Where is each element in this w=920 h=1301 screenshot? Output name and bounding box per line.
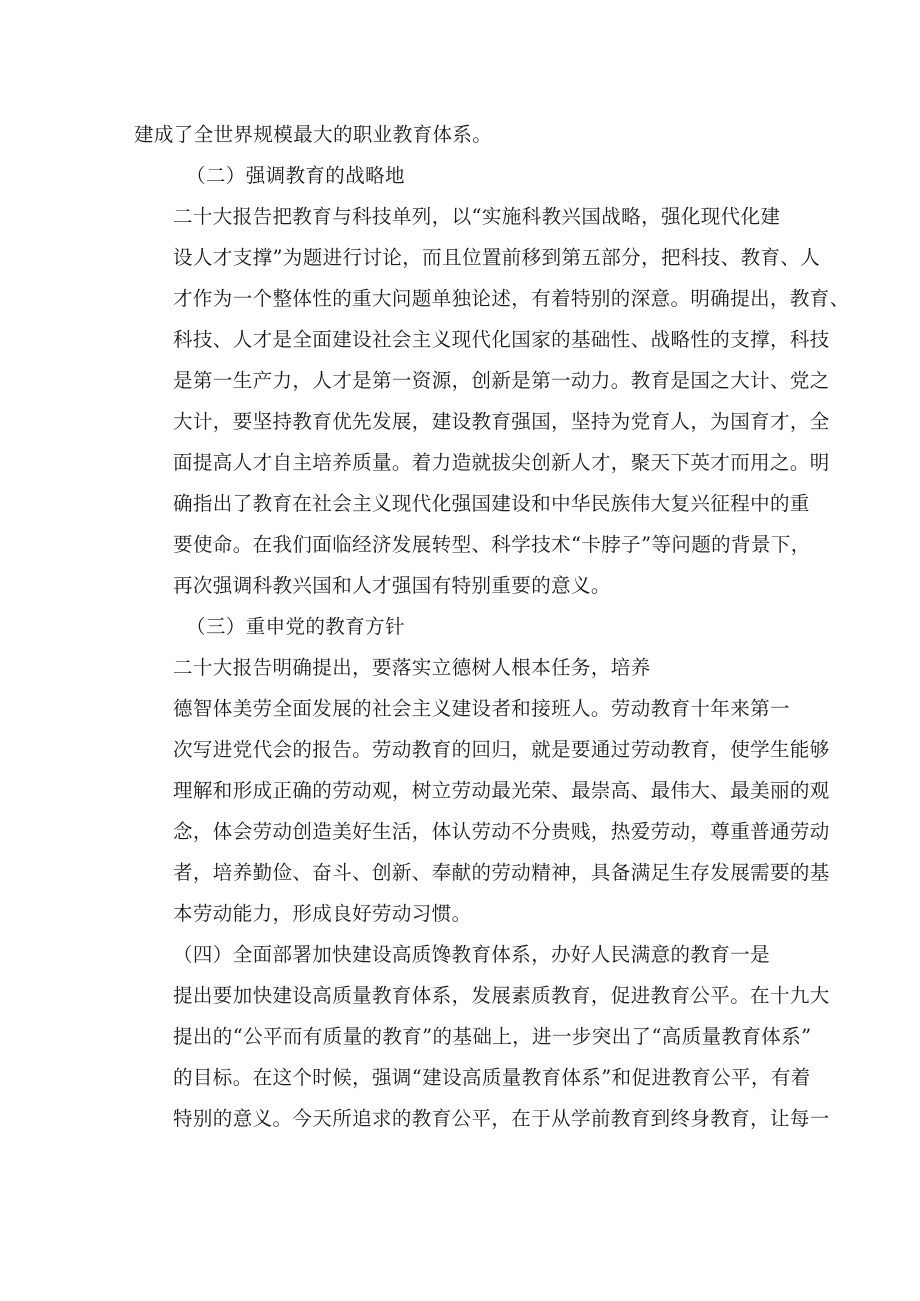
paragraph-strategy [134,196,850,606]
text-line: 才作为一个整体性的重大问题单独论述，有着特别的深意。明确提出，教育、 [173,287,850,310]
text-line: 再次强调科教兴国和人才强国有特别重要的意义。 [173,574,611,597]
text-line: 提出要加快建设高质量教育体系，发展素质教育，促进教育公平。在十九大 [173,984,830,1007]
heading-text: （二）强调教育的战略地 [186,164,405,187]
paragraph-intro-tail [134,114,794,155]
text-line: 本劳动能力，形成良好劳动习惯。 [173,902,472,925]
text-line: 建成了全世界规模最大的职业教育体系。 [134,123,493,146]
text-line: 德智体美劳全面发展的社会主义建设者和接班人。劳动教育十年来第一 [173,697,790,720]
document-body [134,114,850,1139]
text-line: （四）全面部署加快建设高质馋教育体系，办好人民满意的教育一是 [173,943,771,966]
text-line: 理解和形成正确的劳动观，树立劳动最光荣、最崇高、最伟大、最美丽的观 [173,779,830,802]
text-line: 提出的“公平而有质量的教育”的基础上，进一步突出了“高质量教育体系” [173,1025,812,1048]
text-line: 二十大报告明确提出，要落实立德树人根本任务，培养 [173,656,651,679]
text-line: 的目标。在这个时候，强调“建设高质量教育体系”和促进教育公平，有着 [173,1066,811,1089]
heading-text: （三）重申党的教育方针 [186,615,405,638]
text-line: 设人才支撑”为题进行讨论，而且位置前移到第五部分，把科技、教育、人 [173,246,821,269]
section-heading-3 [134,606,794,647]
text-line: 特别的意义。今天所追求的教育公平，在于从学前教育到终身教育，让每一 [173,1107,830,1130]
paragraph-policy-lead [134,647,794,688]
text-line: 者，培养勤俭、奋斗、创新、奉献的劳动精神，具备满足生存发展需要的基 [173,861,830,884]
paragraph-quality-education [134,934,830,1139]
text-line: 次写进党代会的报告。劳动教育的回归，就是要通过劳动教育，使学生能够 [173,738,830,761]
text-line: 确指出了教育在社会主义现代化强国建设和中华民族伟大复兴征程中的重 [173,492,810,515]
text-line: 面提高人才自主培养质量。着力造就拔尖创新人才，聚天下英才而用之。明 [173,451,830,474]
text-line: 要使命。在我们面临经济发展转型、科学技术“卡脖子”等问题的背景下， [173,533,811,556]
paragraph-labor-education [134,688,830,934]
text-line: 念，体会劳动创造美好生活，体认劳动不分贵贱，热爱劳动，尊重普通劳动 [173,820,830,843]
text-line: 科技、人才是全面建设社会主义现代化国家的基础性、战略性的支撑，科技 [173,328,830,351]
text-line: 二十大报告把教育与科技单列，以“实施科教兴国战略，强化现代化建 [173,205,781,228]
text-line: 大计，要坚持教育优先发展，建设教育强国，坚持为党育人，为国育才，全 [173,410,830,433]
text-line: 是第一生产力，人才是第一资源，创新是第一动力。教育是国之大计、党之 [173,369,830,392]
section-heading-2 [134,155,794,196]
